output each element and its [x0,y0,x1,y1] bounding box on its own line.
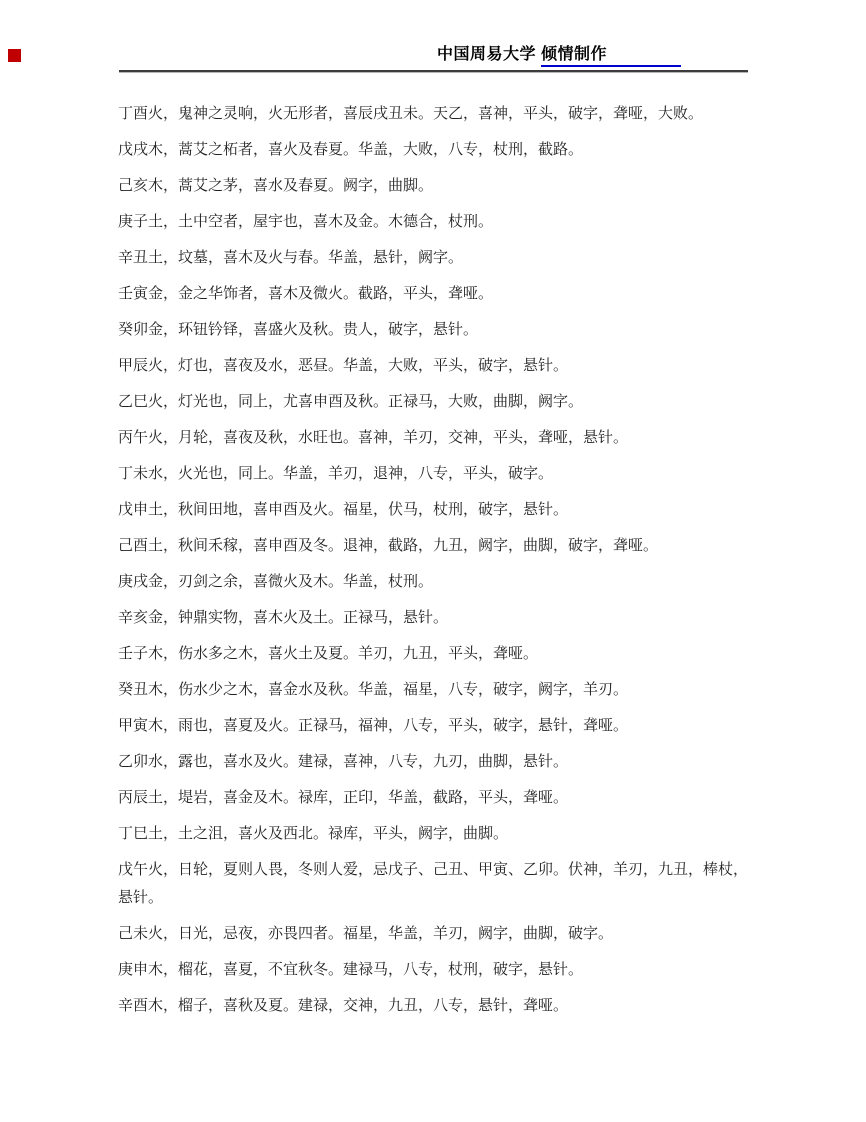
entry-paragraph: 乙巳火，灯光也，同上，尤喜申酉及秋。正禄马，大败，曲脚，阙字。 [118,394,584,410]
document-body [118,100,750,1028]
header-credit-link[interactable]: 倾情制作 [541,45,681,67]
entry-paragraph: 己未火，日光，忌夜，亦畏四者。福星，华盖，羊刃，阙字，曲脚，破字。 [118,926,614,942]
entry-paragraph: 己酉土，秋间禾稼，喜申酉及冬。退神，截路，九丑，阙字，曲脚，破字，聋哑。 [118,538,659,554]
entry-paragraph: 壬寅金，金之华饰者，喜木及微火。截路，平头，聋哑。 [118,286,494,302]
entry-paragraph: 戊戌木，蒿艾之柘者，喜火及春夏。华盖，大败，八专，杖刑，截路。 [118,142,584,158]
entry-paragraph: 甲辰火，灯也，喜夜及水，恶昼。华盖，大败，平头，破字，悬针。 [118,358,569,374]
entry-paragraph: 丙辰土，堤岩，喜金及木。禄库，正印，华盖，截路，平头，聋哑。 [118,790,569,806]
entry-paragraph: 丁未水，火光也，同上。华盖，羊刃，退神，八专，平头，破字。 [118,466,554,482]
red-square-marker [8,49,21,62]
entry-paragraph: 辛丑土，坟墓，喜木及火与春。华盖，悬针，阙字。 [118,250,464,266]
entry-paragraph: 癸丑木，伤水少之木，喜金水及秋。华盖，福星，八专，破字，阙字，羊刃。 [118,682,629,698]
entry-paragraph: 庚申木，榴花，喜夏，不宜秋冬。建禄马，八专，杖刑，破字，悬针。 [118,962,584,978]
entry-paragraph: 庚子土，土中空者，屋宇也，喜木及金。木德合，杖刑。 [118,214,494,230]
entry-paragraph: 乙卯水，露也，喜水及火。建禄，喜神，八专，九刃，曲脚，悬针。 [118,754,569,770]
entry-paragraph: 丁巳土，土之沮，喜火及西北。禄库，平头，阙字，曲脚。 [118,826,509,842]
entry-paragraph: 己亥木，蒿艾之茅，喜水及春夏。阙字，曲脚。 [118,178,434,194]
page-header [437,44,681,66]
header-divider [119,70,748,73]
entry-paragraph: 辛酉木，榴子，喜秋及夏。建禄，交神，九丑，八专，悬针，聋哑。 [118,998,569,1014]
entry-paragraph: 壬子木，伤水多之木，喜火土及夏。羊刃，九丑，平头，聋哑。 [118,646,539,662]
entry-paragraph: 戊午火，日轮，夏则人畏，冬则人爱，忌戊子、己丑、甲寅、乙卯。伏神，羊刃，九丑，棒杖，悬针。 [118,862,749,906]
entry-paragraph: 庚戌金，刃剑之余，喜微火及木。华盖，杖刑。 [118,574,434,590]
header-org-name: 中国周易大学 [437,46,537,63]
entry-paragraph: 辛亥金，钟鼎实物，喜木火及土。正禄马，悬针。 [118,610,449,626]
entry-paragraph: 甲寅木，雨也，喜夏及火。正禄马，福神，八专，平头，破字，悬针，聋哑。 [118,718,629,734]
entry-paragraph: 丁酉火，鬼神之灵响，火无形者，喜辰戌丑未。天乙，喜神，平头，破字，聋哑，大败。 [118,106,704,122]
entry-paragraph: 癸卯金，环钮钤铎，喜盛火及秋。贵人，破字，悬针。 [118,322,479,338]
entry-paragraph: 丙午火，月轮，喜夜及秋，水旺也。喜神，羊刃，交神，平头，聋哑，悬针。 [118,430,629,446]
entry-paragraph: 戊申土，秋间田地，喜申酉及火。福星，伏马，杖刑，破字，悬针。 [118,502,569,518]
